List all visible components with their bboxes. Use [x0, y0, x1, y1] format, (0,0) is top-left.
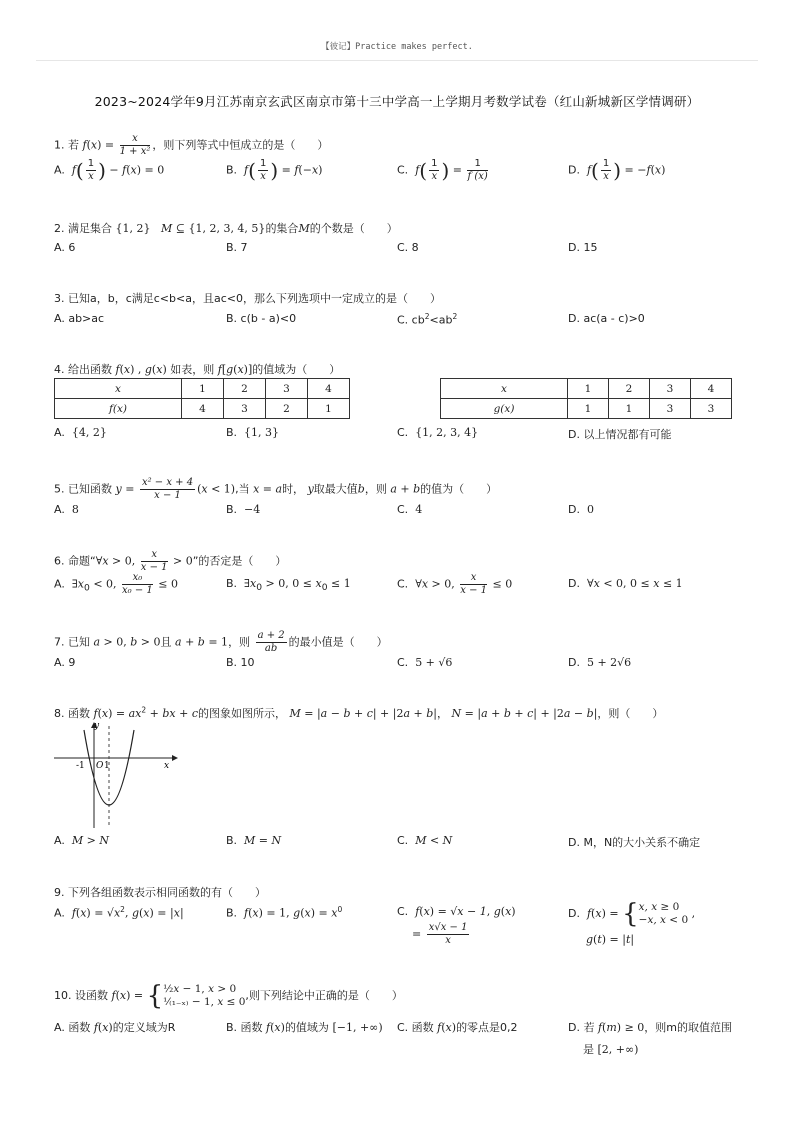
table-f-x-header: x — [55, 379, 182, 399]
table-g-cell: 3 — [691, 399, 732, 419]
question-6-option-b[interactable]: B. $\exists x_0 > 0$, $0 \le x_0 \le 1$ — [226, 577, 351, 594]
question-7-option-a[interactable]: A. 9 — [54, 656, 76, 669]
question-10-option-c[interactable]: C. 函数 f(x)的零点是0,2 — [397, 1021, 518, 1034]
question-10-option-a[interactable]: A. 函数 f(x)的定义域为R — [54, 1021, 176, 1034]
question-4-option-a[interactable]: A. {4, 2} — [54, 426, 107, 439]
question-6-option-d[interactable]: D. ∀x < 0, 0 ≤ x ≤ 1 — [568, 577, 683, 590]
question-7-option-c[interactable]: C. 5 + √6 — [397, 656, 453, 669]
table-g-cell: 2 — [609, 379, 650, 399]
question-9-option-c[interactable]: C. f(x) = √x − 1, g(x) — [397, 905, 516, 918]
question-5-option-b[interactable]: B. −4 — [226, 503, 261, 516]
question-10-option-b[interactable]: B. 函数 f(x)的值域为 [−1, +∞) — [226, 1021, 383, 1034]
table-f-cell: 4 — [308, 379, 350, 399]
question-8-option-a[interactable]: A. M > N — [54, 834, 109, 847]
question-1-option-b[interactable]: B. f( $\frac{1}{x}$ ) = f(−x) — [226, 158, 323, 183]
table-f-cell: 3 — [266, 379, 308, 399]
question-4-option-b[interactable]: B. {1, 3} — [226, 426, 280, 439]
header-note: 【彼记】Practice makes perfect. — [321, 42, 473, 52]
table-g-cell: 1 — [609, 399, 650, 419]
question-9-option-d-cont: g(t) = |t| — [586, 933, 635, 946]
question-8-option-d[interactable]: D. M，N的大小关系不确定 — [568, 836, 701, 849]
table-g — [440, 378, 732, 419]
tick-label-1: 1 — [104, 761, 110, 771]
question-1-option-c[interactable]: C. f( $\frac{1}{x}$ ) = $\frac{1}{f (x)}$ — [397, 158, 488, 183]
question-3-option-b[interactable]: B. c(b - a)<0 — [226, 312, 297, 325]
page-title: 2023~2024学年9月江苏南京玄武区南京市第十三中学高一上学期月考数学试卷（红山新城新区学情调研） — [94, 94, 700, 109]
table-g-cell: 3 — [650, 399, 691, 419]
x-axis-label: x — [164, 761, 170, 771]
question-4-stem: 4. 给出函数 f(x) , g(x) 如表，则 f[g(x)]的值域为（ ） — [54, 363, 341, 376]
question-1-stem: 1. 若 f(x) = $\frac{x}{\text{1 + x²}}$ ，则下列等式中恒成立的是（ ） — [54, 133, 329, 157]
question-9-option-a[interactable]: A. $f(x) = √x^2$, g(x) = |x| — [54, 905, 184, 920]
table-f-cell: 1 — [182, 379, 224, 399]
table-f — [54, 378, 350, 419]
question-2-stem: 2. 满足集合 {1, 2} M ⊆ {1, 2, 3, 4, 5}的集合M的个数是（ ） — [54, 222, 398, 235]
table-f-cell: 2 — [266, 399, 308, 419]
question-10-option-d-cont: 是 [2, +∞) — [583, 1043, 639, 1056]
question-7-stem: 7. 已知 a > 0, b > 0且 a + b = 1，则 $\frac{a + 2}{ab}$ 的最小值是（ ） — [54, 630, 388, 654]
question-8-option-b[interactable]: B. M = N — [226, 834, 282, 847]
question-3-option-d[interactable]: D. ac(a - c)>0 — [568, 312, 645, 325]
question-1-option-a[interactable]: A. f( $\frac{1}{x}$ ) − f(x) = 0 — [54, 158, 165, 183]
question-8-option-c[interactable]: C. M < N — [397, 834, 453, 847]
question-5-option-d[interactable]: D. 0 — [568, 503, 594, 516]
question-9-option-d[interactable]: D. f(x) = {x, x ≥ 0 −x, x < 0 , — [568, 899, 696, 929]
question-3-option-c[interactable]: C. $cb^2<ab^2$ — [397, 312, 458, 327]
table-f-cell: 1 — [308, 399, 350, 419]
question-10-stem: 10. 设函数 f(x) = {½x − 1, x > 0 ¹⁄₍₁₋ₓ₎ − 1, x ≤ 0,则下列结论中正确的是（ ） — [54, 981, 403, 1011]
question-2-option-b[interactable]: B. 7 — [226, 241, 248, 254]
question-5-option-c[interactable]: C. 4 — [397, 503, 423, 516]
question-4-option-c[interactable]: C. {1, 2, 3, 4} — [397, 426, 479, 439]
table-g-cell: 1 — [568, 399, 609, 419]
table-f-cell: 4 — [182, 399, 224, 419]
question-8-stem: 8. 函数 $f(x) = ax^2$ + bx + c的图象如图所示， M = |a − b + c| + |2a + b|， N = |a + b + c| + |2a − b|，则（ ） — [54, 705, 664, 720]
question-6-stem: 6. 命题“∀x > 0, $\frac{x}{x - 1}$ > 0”的否定是（ ） — [54, 549, 287, 573]
x-axis-arrow — [172, 755, 178, 761]
question-9-option-c-cont: = $\frac{x√x - 1}{x}$ — [412, 922, 468, 946]
question-2-option-d[interactable]: D. 15 — [568, 241, 598, 254]
question-6-option-c[interactable]: C. ∀x > 0, $\frac{x}{x - 1}$ ≤ 0 — [397, 572, 513, 596]
question-9-stem: 9. 下列各组函数表示相同函数的有（ ） — [54, 886, 266, 899]
question-5-option-a[interactable]: A. 8 — [54, 503, 79, 516]
question-7-option-d[interactable]: D. 5 + 2√6 — [568, 656, 632, 669]
question-1-option-d[interactable]: D. f( $\frac{1}{x}$ ) = −f(x) — [568, 158, 666, 183]
table-g-cell: 3 — [650, 379, 691, 399]
table-f-cell: 2 — [224, 379, 266, 399]
origin-label: O — [96, 761, 104, 771]
y-axis-label: y — [94, 721, 100, 731]
question-7-option-b[interactable]: B. 10 — [226, 656, 255, 669]
question-5-stem: 5. 已知函数 y = $\frac{\text{x² − x + 4}}{x - 1}$ (x < 1),当 x = a时， y取最大值b，则 a + b的值为（ ） — [54, 477, 498, 501]
tick-label-neg1: -1 — [76, 761, 85, 771]
table-f-fx-header: f(x) — [55, 399, 182, 419]
table-f-cell: 3 — [224, 399, 266, 419]
question-2-option-c[interactable]: C. 8 — [397, 241, 419, 254]
question-3-option-a[interactable]: A. ab>ac — [54, 312, 105, 325]
question-10-option-d[interactable]: D. 若 f(m) ≥ 0，则m的取值范围 — [568, 1021, 732, 1034]
parabola-graph — [54, 720, 184, 830]
question-3-stem: 3. 已知a，b，c满足c<b<a，且ac<0，那么下列选项中一定成立的是（ ） — [54, 292, 441, 305]
question-2-option-a[interactable]: A. 6 — [54, 241, 76, 254]
table-g-x-header: x — [441, 379, 568, 399]
question-9-option-b[interactable]: B. f(x) = 1, $g(x) = x^0$ — [226, 905, 343, 920]
table-g-cell: 4 — [691, 379, 732, 399]
table-g-gx-header: g(x) — [441, 399, 568, 419]
question-4-option-d[interactable]: D. 以上情况都有可能 — [568, 428, 672, 441]
table-g-cell: 1 — [568, 379, 609, 399]
question-6-option-a[interactable]: A. $\exists x_0 < 0$, $\frac{\text{x₀}}{\text{x₀ − 1}}$ ≤ 0 — [54, 572, 179, 596]
header-divider — [36, 60, 758, 61]
